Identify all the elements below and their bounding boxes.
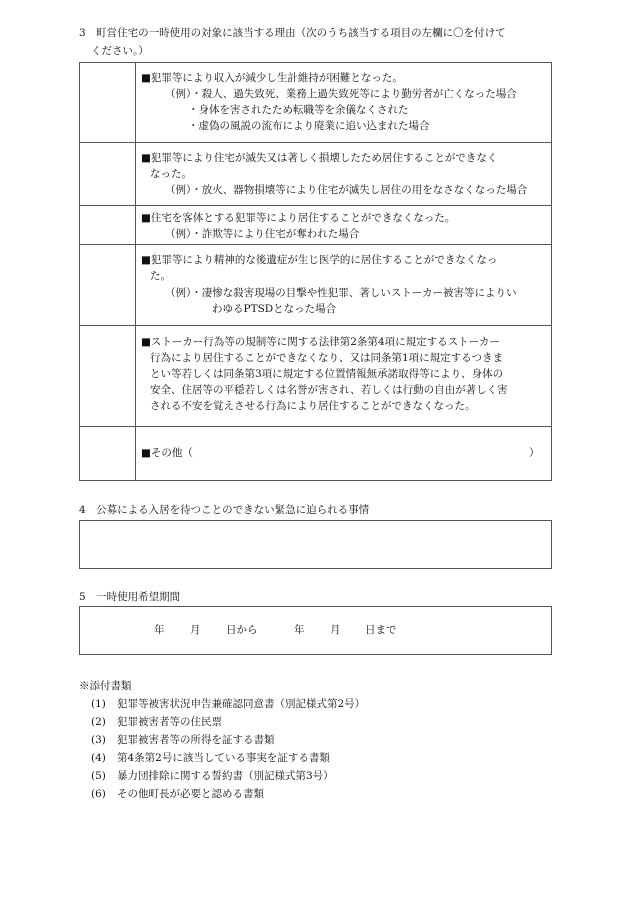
attachment-num: (3) (91, 734, 106, 746)
attachment-num: (2) (91, 716, 106, 728)
row6-mark-cell[interactable] (80, 427, 134, 480)
row4-mark-cell[interactable] (80, 245, 134, 325)
attachment-num: (6) (91, 788, 106, 800)
end-month-label: 月 (330, 624, 341, 636)
row6-other-label: ■その他（ (141, 447, 193, 459)
section3-heading: 3 町営住宅の一時使用の対象に該当する理由（次のうち該当する項目の左欄に〇を付けて (79, 27, 506, 39)
row6-close-paren: ） (529, 447, 540, 459)
row-divider (79, 205, 552, 206)
attachment-item: 第4条第2号に該当している事実を証する書類 (117, 752, 330, 764)
row2-example: （例）・放火、器物損壊等により住宅が滅失し居住の用をなさなくなった場合 (165, 184, 528, 196)
row5-text-cont: 安全、住居等の平穏若しくは名誉が害され、若しくは行動の自由が著しく害 (150, 384, 508, 396)
attachment-item: その他町長が必要と認める書類 (117, 788, 264, 800)
row1-mark-cell[interactable] (80, 63, 134, 142)
row1-example: （例）・殺人、過失致死、業務上過失致死等により勤労者が亡くなった場合 (165, 88, 517, 100)
row1-example: ・虚偽の風説の流布により廃業に追い込まれた場合 (188, 120, 430, 132)
row5-text-cont: 行為により居住することができなくなり、又は同条第1項に規定するつきま (150, 352, 504, 364)
mark-column-divider (135, 62, 136, 481)
row4-example: （例）・凄惨な殺害現場の目撃や性犯罪、著しいストーカー被害等によりい (165, 287, 517, 299)
other-reason-input[interactable] (192, 446, 522, 461)
row1-text: ■犯罪等により収入が減少し生計維持が困難となった。 (141, 72, 403, 84)
row-divider (79, 142, 552, 143)
row5-text-cont: される不安を覚えさせる行為により居住することができなくなった。 (150, 400, 476, 412)
row-divider (79, 325, 552, 326)
row3-text: ■住宅を客体とする犯罪等により居住することができなくなった。 (141, 212, 456, 224)
row3-example: （例）・詐欺等により住宅が奪われた場合 (165, 228, 360, 240)
start-year-label: 年 (154, 624, 165, 636)
attachment-num: (4) (91, 752, 106, 764)
start-month-label: 月 (190, 624, 201, 636)
row5-mark-cell[interactable] (80, 326, 134, 426)
row1-example: ・身体を害されたため転職等を余儀なくされた (188, 104, 409, 116)
section4-heading: 4 公募による入居を待つことのできない緊急に迫られる事情 (79, 504, 370, 516)
row4-example-cont: わゆるPTSDとなった場合 (212, 303, 337, 315)
row5-text-cont: とい等若しくは同条第3項に規定する位置情報無承諾取得等により、身体の (150, 368, 504, 380)
attachments-heading: ※添付書類 (79, 680, 132, 692)
end-day-label: 日まで (365, 624, 397, 636)
row2-text-cont: なった。 (150, 168, 192, 180)
attachment-item: 犯罪被害者等の住民票 (117, 716, 222, 728)
row5-text: ■ストーカー行為等の規制等に関する法律第2条第4項に規定するストーカー (141, 336, 500, 348)
attachment-item: 犯罪被害者等の所得を証する書類 (117, 734, 275, 746)
section3-heading-cont: ください。） (91, 45, 149, 57)
urgent-circumstances-field[interactable] (79, 520, 552, 569)
row-divider (79, 426, 552, 427)
row2-mark-cell[interactable] (80, 143, 134, 205)
row4-text-cont: た。 (150, 270, 171, 282)
attachment-item: 犯罪等被害状況申告兼確認同意書（別記様式第2号） (117, 698, 366, 710)
attachment-item: 暴力団排除に関する誓約書（別記様式第3号） (117, 770, 334, 782)
attachment-num: (5) (91, 770, 106, 782)
period-field[interactable] (79, 606, 552, 655)
row2-text: ■犯罪等により住宅が滅失又は著しく損壊したため居住することができなく (141, 152, 498, 164)
end-year-label: 年 (294, 624, 305, 636)
start-day-label: 日から (226, 624, 258, 636)
section5-heading: 5 一時使用希望期間 (79, 591, 181, 603)
attachment-num: (1) (91, 698, 106, 710)
row3-mark-cell[interactable] (80, 206, 134, 244)
row4-text: ■犯罪等により精神的な後遺症が生じ医学的に居住することができなくなっ (141, 254, 498, 266)
row-divider (79, 244, 552, 245)
